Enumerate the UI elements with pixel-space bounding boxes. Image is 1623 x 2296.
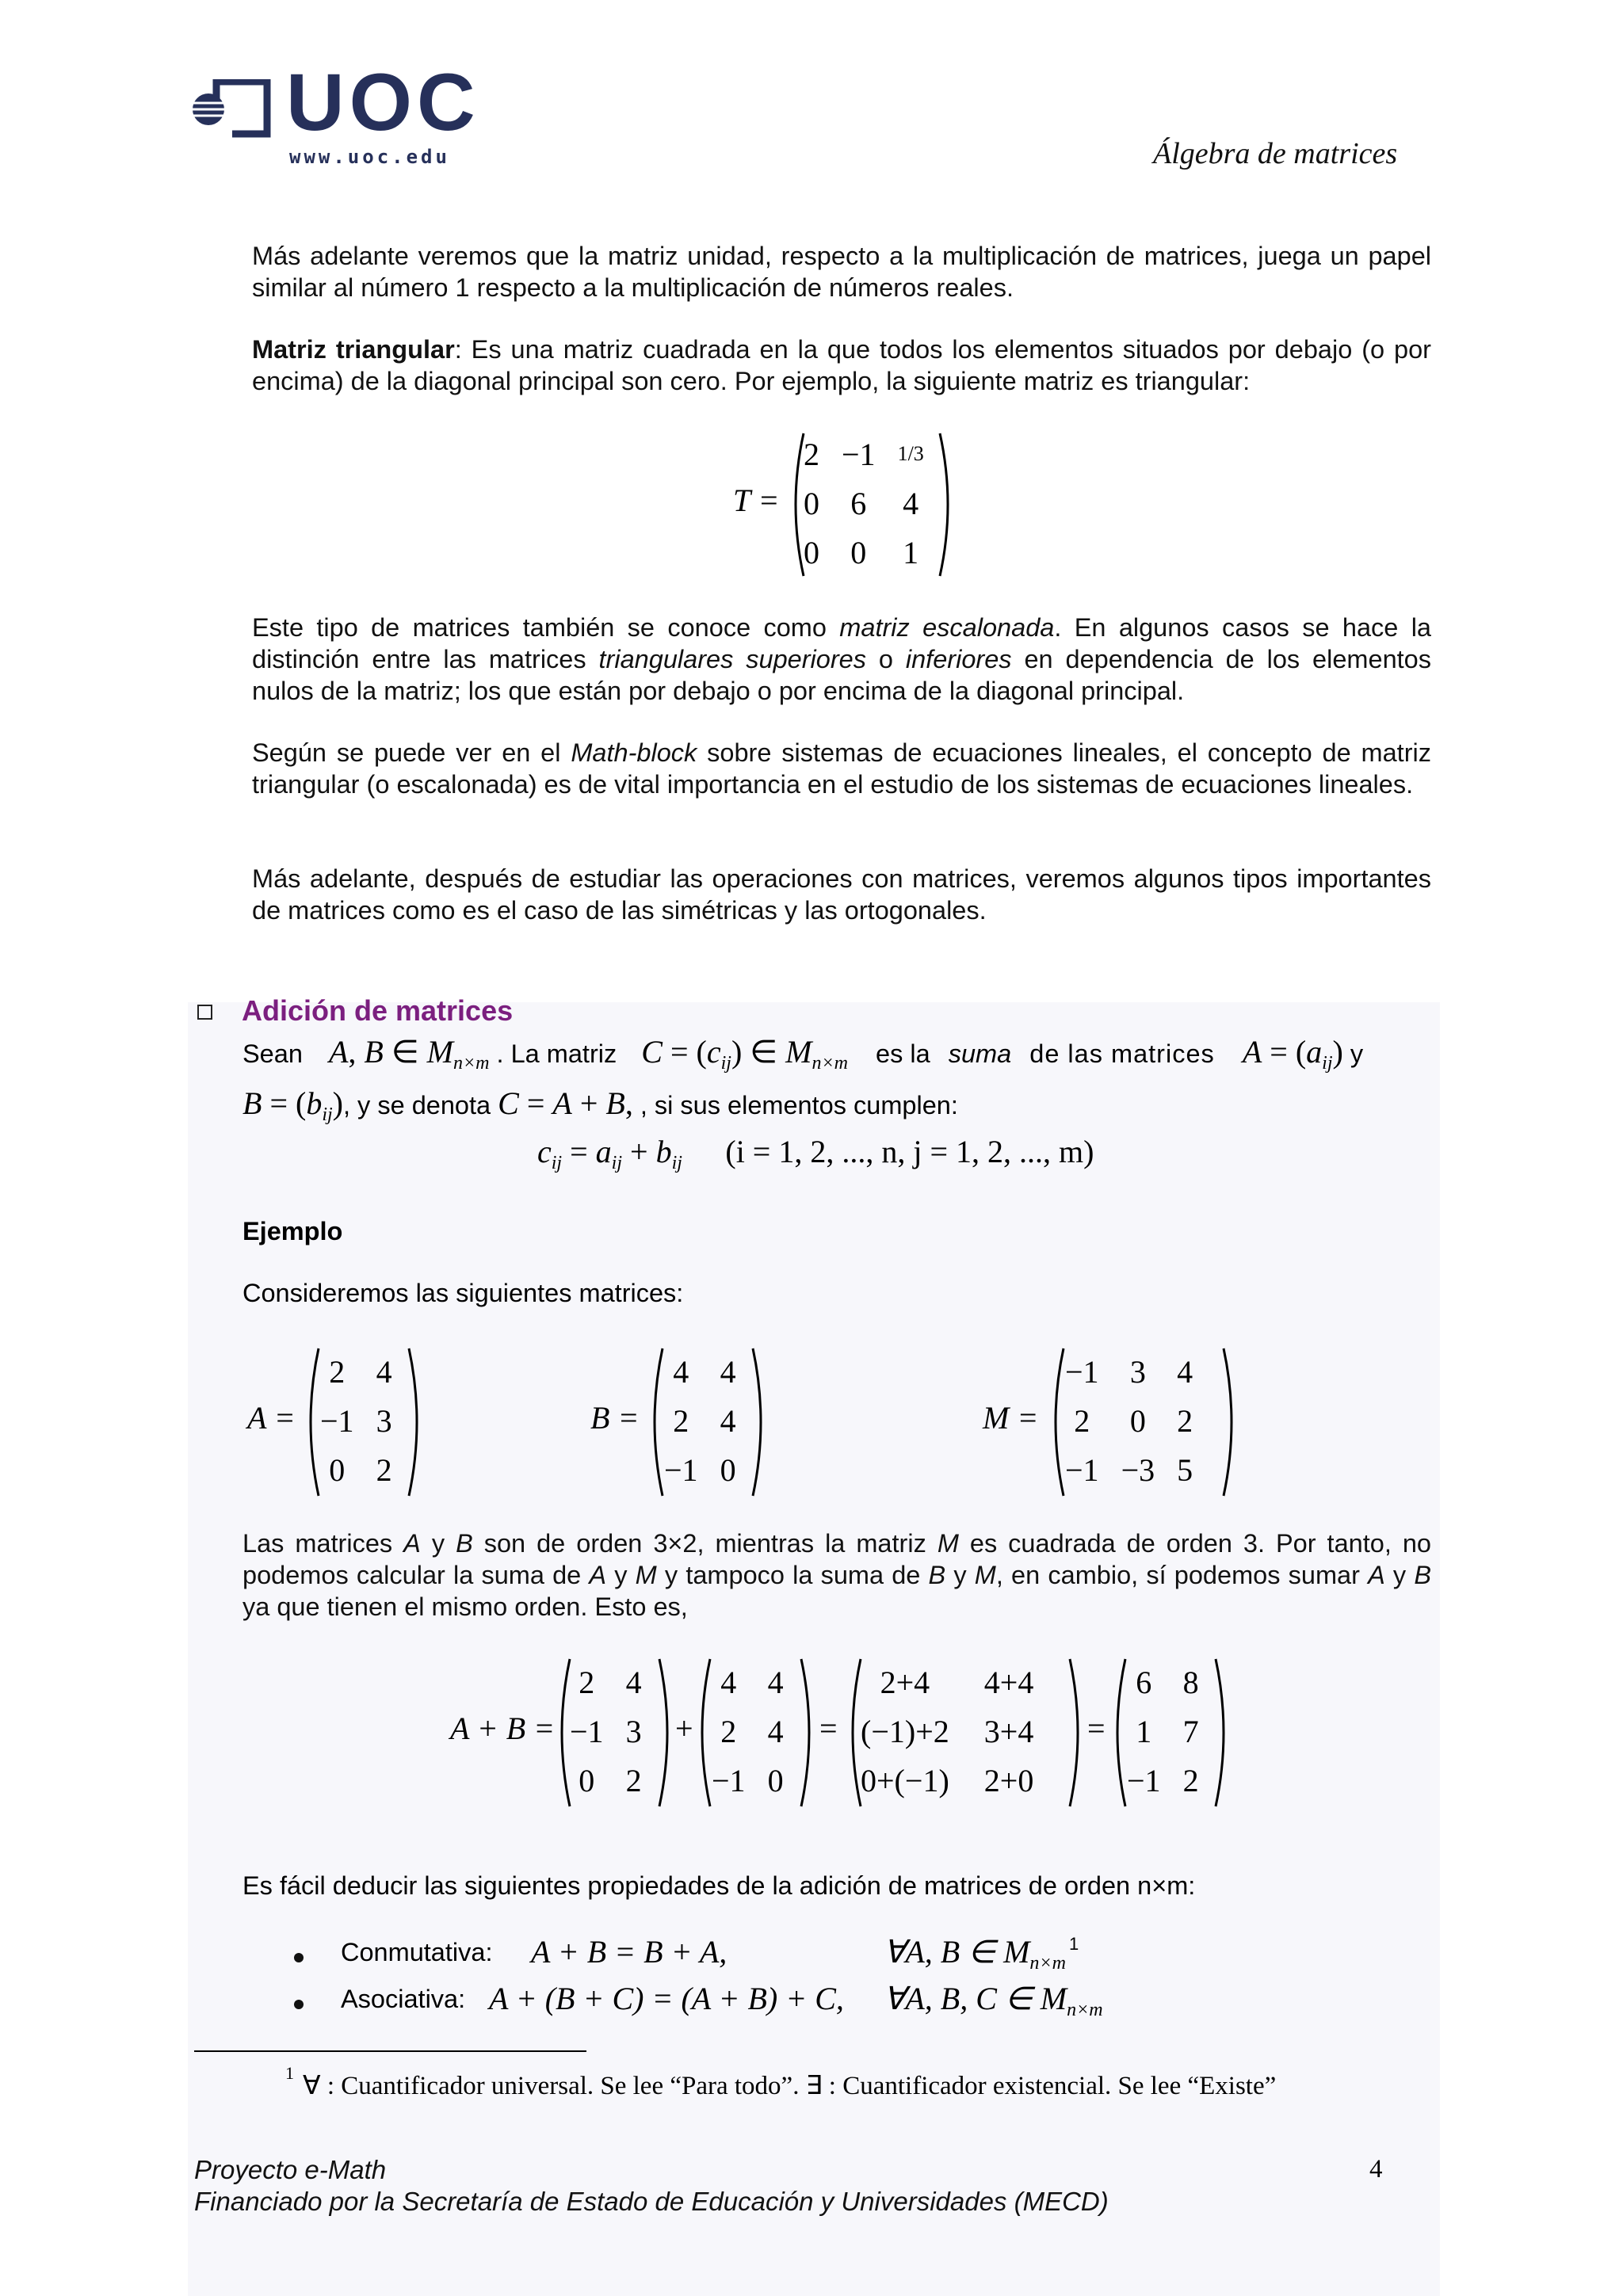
matrix-cell: 4+4 [983, 1664, 1034, 1700]
running-title: Álgebra de matrices [1153, 137, 1398, 170]
matrix-cell: 2 [625, 1762, 642, 1798]
matrix-b-label: B = [590, 1400, 640, 1436]
term-upper-triangular: triangulares superiores [598, 645, 866, 673]
matrix-cell: 1 [903, 534, 919, 570]
shaded-section-background [188, 1002, 1440, 2296]
paragraph-echelon: Este tipo de matrices también se conoce como matriz escalonada. En algunos casos se hace la distinción entre las matrices triangulares superiores o inferiores en dependencia de los elementos nulos de la matriz; los que están por debajo o por encima de la diagonal principal. [252, 613, 1432, 705]
matrix-cell: 2 [804, 436, 819, 472]
property-associative-label: Asociativa: [341, 1985, 466, 2013]
term-triangular-matrix: Matriz triangular [252, 335, 455, 364]
matrix-cell: 0+(−1) [861, 1762, 949, 1798]
matrix-cell: 0 [804, 534, 819, 570]
right-paren-icon [935, 432, 959, 578]
matrix-cell: −1 [570, 1713, 604, 1749]
matrix-cell: 4 [625, 1664, 642, 1700]
section-heading: Adición de matrices [242, 994, 514, 1027]
property-associative-formula: A + (B + C) = (A + B) + C, [489, 1981, 844, 2016]
matrix-cell: 4 [720, 1402, 736, 1439]
footnote-rule [194, 2050, 586, 2052]
matrix-cell: 0 [1129, 1402, 1146, 1439]
properties-intro: Es fácil deducir las siguientes propiedades de la adición de matrices de orden n×m: [242, 1871, 1196, 1900]
paragraph-linear-systems: Según se puede ver en el Math-block sobre sistemas de ecuaciones lineales, el concepto de matriz triangular (o escalonada) es de vital importancia en el estudio de los sistemas de ecuaciones lineales. [252, 738, 1432, 799]
matrix-cell: 4 [1177, 1353, 1193, 1390]
matrix-cell: 4 [767, 1664, 784, 1700]
matrix-cell: 2 [329, 1353, 346, 1390]
matrix-cell: −1 [1065, 1353, 1099, 1390]
bullet-icon [294, 1953, 304, 1962]
right-paren-icon [748, 1347, 772, 1497]
matrix-cell: 2 [579, 1664, 595, 1700]
matrix-cell: −1 [842, 436, 876, 472]
matrix-cell: −1 [712, 1762, 746, 1798]
matrix-cell: −1 [664, 1451, 698, 1488]
matrix-cell: 2 [1182, 1762, 1199, 1798]
matrix-cell-fraction: 1/3 [897, 442, 924, 465]
checkbox-bullet-icon [197, 1005, 212, 1020]
term-echelon-matrix: matriz escalonada [839, 613, 1055, 642]
sum-result-matrix [1116, 1657, 1210, 1805]
bullet-icon [294, 2000, 304, 2009]
sum-matrix-a [559, 1657, 653, 1805]
matrix-cell: 0 [720, 1451, 736, 1488]
footnote-marker: 1 [1068, 1934, 1079, 1954]
matrix-cell: 2 [673, 1402, 689, 1439]
matrix-cell: −1 [1127, 1762, 1161, 1798]
footer-funding: Financiado por la Secretaría de Estado de Educación y Universidades (MECD) [194, 2187, 1109, 2216]
matrix-a-label: A = [247, 1400, 296, 1436]
matrix-cell: (−1)+2 [861, 1713, 949, 1749]
matrix-cell: 4 [376, 1353, 392, 1390]
page-number: 4 [1369, 2155, 1383, 2183]
matrix-m-label: M = [983, 1400, 1039, 1436]
matrix-cell: 0 [767, 1762, 784, 1798]
term-lower: inferiores [905, 645, 1012, 673]
property-associative-quantifier: ∀A, B, C ∈ Mn×m [884, 1981, 1103, 2020]
right-paren-icon [1065, 1657, 1089, 1808]
equals-sign: = [1087, 1711, 1106, 1746]
matrix-b [653, 1347, 747, 1494]
paragraph-matrix-orders: Las matrices A y B son de orden 3×2, mientras la matriz M es cuadrada de orden 3. Por tanto, no podemos calcular la suma de A y M y tampoco la suma de B y M, en cambio, sí podemos sumar A y B ya que tienen el mismo orden. Esto es, [242, 1529, 1432, 1621]
matrix-t [792, 429, 935, 577]
matrix-cell: 3 [1129, 1353, 1146, 1390]
matrix-cell: 2 [1074, 1402, 1090, 1439]
sum-definition-line-2: $B = (b_{ij})$, y se denota C = A + B, , si sus elementos cumplen: [242, 1085, 958, 1125]
matrix-cell: 6 [1136, 1664, 1152, 1700]
matrix-cell: −3 [1121, 1451, 1155, 1488]
property-commutative-formula: A + B = B + A, [531, 1934, 727, 1970]
right-paren-icon [1219, 1347, 1243, 1497]
sum-definition-line-1: Sean A, B ∈ $M_{n\times m}$ . La matriz $C = (c_{ij})$ ∈ $M_{n\times m}$ es la suma de las matrices $A = (a_{ij})$ y [242, 1034, 1364, 1074]
matrix-cell: 0 [850, 534, 867, 570]
logo-url: www.uoc.edu [289, 146, 450, 168]
right-paren-icon [1211, 1657, 1235, 1808]
matrix-cell: 0 [804, 485, 819, 521]
matrix-cell: 3+4 [983, 1713, 1034, 1749]
matrix-cell: 1 [1136, 1713, 1152, 1749]
right-paren-icon [404, 1347, 428, 1497]
sum-lhs: A + B = [450, 1711, 556, 1746]
matrix-cell: 5 [1177, 1451, 1193, 1488]
matrix-a [309, 1347, 403, 1494]
matrix-t-label: T = [733, 482, 780, 518]
example-label: Ejemplo [242, 1217, 343, 1245]
example-intro: Consideremos las siguientes matrices: [242, 1279, 684, 1307]
property-commutative-quantifier: ∀A, B ∈ $Mn\times m^1$ [884, 1934, 1079, 1974]
matrix-cell: 7 [1182, 1713, 1199, 1749]
matrix-cell: 4 [767, 1713, 784, 1749]
paragraph-unit-matrix: Más adelante veremos que la matriz unidad, respecto a la multiplicación de matrices, juega un papel similar al número 1 respecto a la multiplicación de números reales. [252, 242, 1431, 302]
footnote-text: ∀ : Cuantificador universal. Se lee “Para todo”. ∃ : Cuantificador existencial. Se lee “Existe” [303, 2072, 1277, 2100]
matrix-cell: 0 [329, 1451, 346, 1488]
definition-text: : Es una matriz cuadrada en la que todos los elementos situados por debajo (o por encima) de la diagonal principal son cero. Por ejemplo, la siguiente matriz es triangular: [252, 335, 1431, 395]
paragraph-symmetric-orthogonal: Más adelante, después de estudiar las operaciones con matrices, veremos algunos tipos importantes de matrices como es el caso de las simétricas y las ortogonales. [252, 864, 1431, 925]
matrix-cell: −1 [320, 1402, 354, 1439]
right-paren-icon [796, 1657, 820, 1808]
sum-matrix-b [701, 1657, 795, 1805]
sum-intermediate-matrix [850, 1657, 1044, 1805]
sum-element-formula: cij = aij + bij (i = 1, 2, ..., n, j = 1, 2, ..., m) [537, 1134, 1094, 1173]
equals-sign: = [819, 1711, 838, 1746]
uoc-emblem-icon [193, 79, 280, 143]
matrix-cell: 8 [1182, 1664, 1199, 1700]
matrix-cell: 0 [579, 1762, 595, 1798]
matrix-cell: 2 [720, 1713, 737, 1749]
paragraph-triangular-definition [252, 334, 1431, 397]
matrix-cell: −1 [1065, 1451, 1099, 1488]
index-range: (i = 1, 2, ..., n, j = 1, 2, ..., m) [725, 1134, 1094, 1169]
matrix-cell: 4 [673, 1353, 689, 1390]
property-commutative-label: Conmutativa: [341, 1938, 493, 1966]
matrix-cell: 2+0 [983, 1762, 1034, 1798]
uoc-logo [193, 57, 480, 176]
footer-project: Proyecto e-Math [194, 2155, 387, 2184]
matrix-cell: 3 [376, 1402, 392, 1439]
matrix-cell: 6 [850, 485, 867, 521]
term-math-block: Math-block [571, 738, 697, 767]
matrix-cell: 4 [903, 485, 919, 521]
matrix-cell: 2 [376, 1451, 392, 1488]
footnote-number: 1 [285, 2063, 294, 2083]
matrix-cell: 2 [1177, 1402, 1193, 1439]
plus-sign: + [675, 1711, 693, 1746]
matrix-cell: 3 [625, 1713, 642, 1749]
matrix-cell: 4 [720, 1664, 737, 1700]
matrix-m [1054, 1347, 1204, 1494]
logo-wordmark: UOC [286, 57, 480, 147]
matrix-cell: 4 [720, 1353, 736, 1390]
matrix-cell: 2+4 [880, 1664, 930, 1700]
